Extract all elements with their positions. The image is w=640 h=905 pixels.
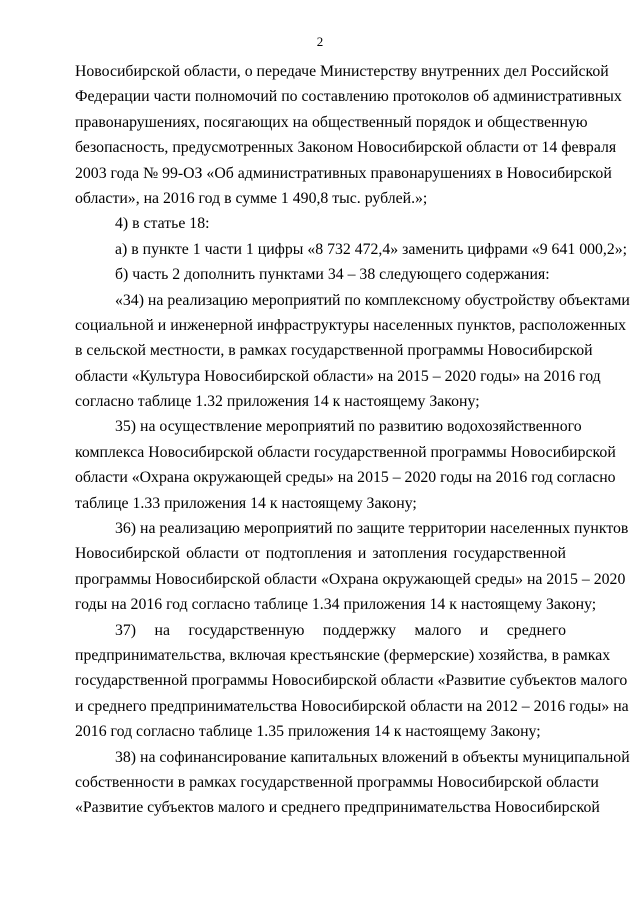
- text-line: согласно таблице 1.32 приложения 14 к настоящему Закону;: [75, 393, 480, 411]
- text-line: 35) на осуществление мероприятий по развитию водохозяйственного: [115, 418, 582, 436]
- text-line: социальной и инженерной инфраструктуры населенных пунктов, расположенных: [75, 316, 626, 334]
- text-line: области «Культура Новосибирской области» на 2015 – 2020 годы» на 2016 год: [75, 367, 601, 385]
- text-line: 38) на софинансирование капитальных вложений в объекты муниципальной: [115, 748, 630, 766]
- text-line: 2016 год согласно таблице 1.35 приложения 14 к настоящему Закону;: [75, 723, 541, 741]
- text-line: 4) в статье 18:: [115, 215, 210, 233]
- text-line: б) часть 2 дополнить пунктами 34 – 38 следующего содержания:: [115, 266, 550, 284]
- text-line: а) в пункте 1 части 1 цифры «8 732 472,4» заменить цифрами «9 641 000,2»;: [115, 240, 628, 258]
- text-line: и среднего предпринимательства Новосибирской области на 2012 – 2016 годы» на: [75, 697, 629, 715]
- text-line: комплекса Новосибирской области государственной программы Новосибирской: [75, 443, 616, 461]
- text-line: собственности в рамках государственной программы Новосибирской области: [75, 773, 599, 791]
- text-line: 37) на государственную поддержку малого и среднего: [115, 621, 566, 639]
- text-line: таблице 1.33 приложения 14 к настоящему Закону;: [75, 494, 417, 512]
- text-line: предпринимательства, включая крестьянские (фермерские) хозяйства, в рамках: [75, 646, 611, 664]
- text-line: области «Охрана окружающей среды» на 2015 – 2020 годы на 2016 год согласно: [75, 469, 616, 487]
- text-line: «34) на реализацию мероприятий по комплексному обустройству объектами: [115, 291, 630, 309]
- text-line: государственной программы Новосибирской области «Развитие субъектов малого: [75, 672, 628, 690]
- text-line: программы Новосибирской области «Охрана окружающей среды» на 2015 – 2020: [75, 570, 626, 588]
- text-line: Новосибирской области от подтопления и затопления государственной: [75, 545, 566, 563]
- text-line: правонарушениях, посягающих на общественный порядок и общественную: [75, 113, 588, 131]
- text-line: Федерации части полномочий по составлению протоколов об административных: [75, 88, 622, 106]
- text-line: в сельской местности, в рамках государственной программы Новосибирской: [75, 342, 593, 360]
- text-line: 36) на реализацию мероприятий по защите территории населенных пунктов: [115, 520, 629, 538]
- text-line: безопасность, предусмотренных Законом Новосибирской области от 14 февраля: [75, 139, 617, 157]
- text-line: «Развитие субъектов малого и среднего предпринимательства Новосибирской: [75, 799, 600, 817]
- document-body: [75, 59, 630, 821]
- text-line: годы на 2016 год согласно таблице 1.34 приложения 14 к настоящему Закону;: [75, 596, 597, 614]
- text-line: области», на 2016 год в сумме 1 490,8 тыс. рублей.»;: [75, 189, 428, 207]
- text-line: 2003 года № 99-ОЗ «Об административных правонарушениях в Новосибирской: [75, 164, 612, 182]
- text-line: Новосибирской области, о передаче Министерству внутренних дел Российской: [75, 63, 609, 80]
- page-number: 2: [316, 34, 324, 49]
